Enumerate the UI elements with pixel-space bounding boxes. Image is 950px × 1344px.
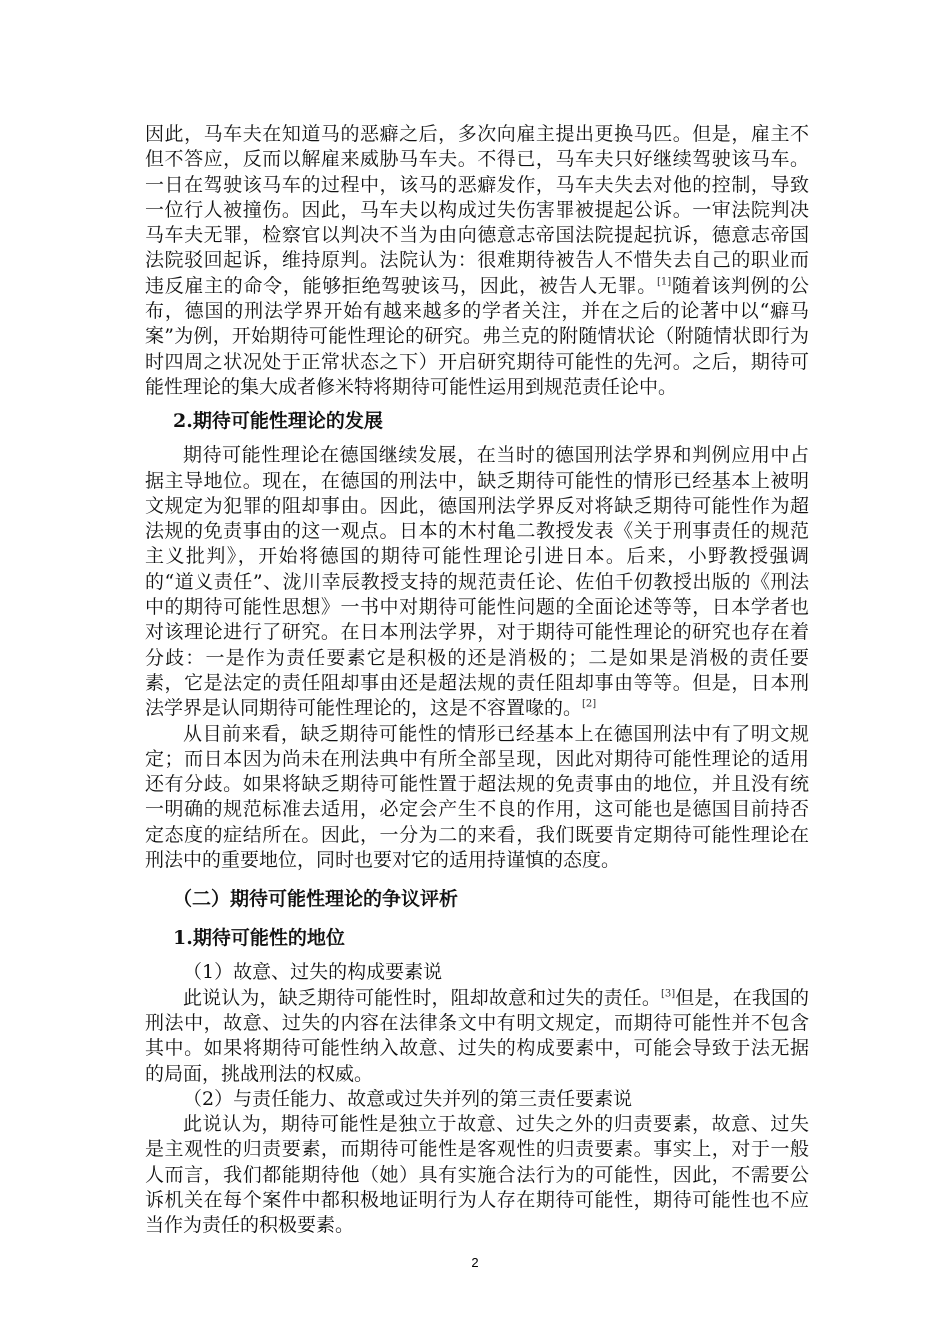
footnote-ref-1[interactable]: [1] [656,276,672,288]
heading-theory-development: 2.期待可能性理论的发展 [173,410,383,433]
paragraph-text: 因此，马车夫在知道马的恶癖之后，多次向雇主提出更换马匹。但是，雇主不但不答应，反而以解雇来威胁马车夫。不得已，马车夫只好继续驾驶该马车。一日在驾驶该马车的过程中，该马的恶癖发作，马车夫失去对他的控制，导致一位行人被撞伤。因此，马车夫以构成过失伤害罪被提起公诉。一审法院判决马车夫无罪，检察官以判决不当为由向德意志帝国法院提起抗诉，德意志帝国法院驳回起诉，维持原判。法院认为：很难期待被告人不惜失去自己的职业而违反雇主的命令，能够拒绝驾驶该马，因此，被告人无罪。 [145,123,809,297]
page-number: 2 [471,1255,479,1270]
paragraph-case-background [145,122,809,400]
paragraph-text: 此说认为，缺乏期待可能性时，阻却故意和过失的责任。 [183,986,661,1009]
paragraph-germany-japan [145,443,809,721]
paragraph-constituent-element [145,986,809,1087]
paragraph-text: 随着该判例的公布，德国的刑法学界开始有越来越多的学者关注，并在之后的论著中以“癖马案”为例，开始期待可能性理论的研究。弗兰克的附随情状论（附随情状即行为时四周之状况处于正常状态之下）开启研究期待可能性的先河。之后，期待可能性理论的集大成者修米特将期待可能性运用到规范责任论中。 [145,274,809,398]
paragraph-text: 但是，在我国的刑法中，故意、过失的内容在法律条文中有明文规定，而期待可能性并不包含其中。如果将期待可能性纳入故意、过失的构成要素中，可能会导致于法无据的局面，挑战刑法的权威。 [145,986,809,1085]
paragraph-text: 期待可能性理论在德国继续发展，在当时的德国刑法学界和判例应用中占据主导地位。现在，在德国的刑法中，缺乏期待可能性的情形已经基本上被明文规定为犯罪的阻却事由。因此，德国刑法学界反对将缺乏期待可能性作为超法规的免责事由的这一观点。日本的木村亀二教授发表《关于刑事责任的规范主义批判》，开始将德国的期待可能性理论引进日本。后来，小野教授强调的“道义责任”、泷川幸辰教授支持的规范责任论、佐伯千仞教授出版的《刑法中的期待可能性思想》一书中对期待可能性问题的全面论述等等，日本学者也对该理论进行了研究。在日本刑法学界，对于期待可能性理论的研究也存在着分歧：一是作为责任要素它是积极的还是消极的；二是如果是消极的责任要素，它是法定的责任阻却事由还是超法规的责任阻却事由等等。但是，日本刑法学界是认同期待可能性理论的，这是不容置喙的。 [145,444,809,720]
section-heading-controversy: （二）期待可能性理论的争议评析 [173,888,459,911]
paragraph-current-view: 从目前来看，缺乏期待可能性的情形已经基本上在德国刑法中有了明文规定；而日本因为尚未在刑法典中有所全部呈现，因此对期待可能性理论的适用还有分歧。如果将缺乏期待可能性置于超法规的免责事由的地位，并且没有统一明确的规范标准去适用，必定会产生不良的作用，这可能也是德国目前持否定态度的症结所在。因此，一分为二的来看，我们既要肯定期待可能性理论在刑法中的重要地位，同时也要对它的适用持谨慎的态度。 [145,722,809,872]
subheading-third-element: （2）与责任能力、故意或过失并列的第三责任要素说 [183,1087,633,1110]
document-page [145,122,809,1239]
heading-status: 1.期待可能性的地位 [173,927,345,950]
footnote-ref-2[interactable]: [2] [582,698,597,710]
subheading-constituent-element: （1）故意、过失的构成要素说 [183,961,443,984]
footnote-ref-3[interactable]: [3] [660,988,676,1000]
paragraph-third-element: 此说认为，期待可能性是独立于故意、过失之外的归责要素，故意、过失是主观性的归责要素，而期待可能性是客观性的归责要素。事实上，对于一般人而言，我们都能期待他（她）具有实施合法行为的可能性，因此，不需要公诉机关在每个案件中都积极地证明行为人存在期待可能性，期待可能性也不应当作为责任的积极要素。 [145,1113,809,1237]
